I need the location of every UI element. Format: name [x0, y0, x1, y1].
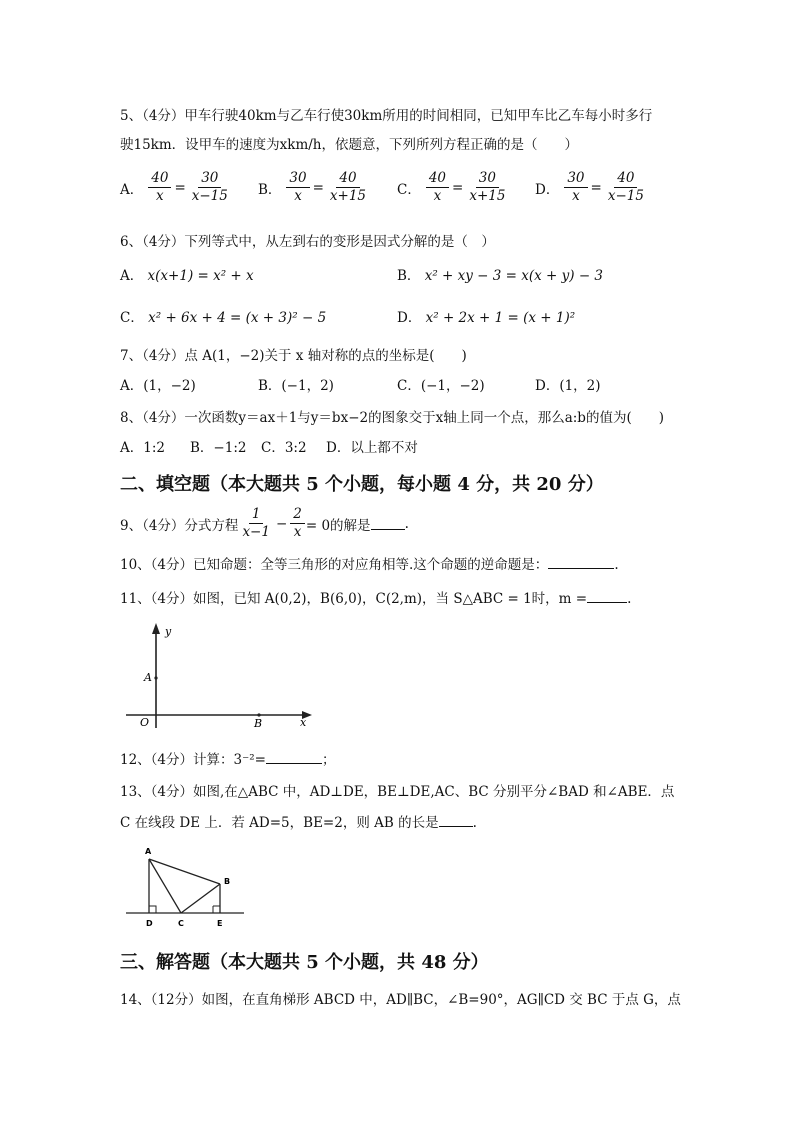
q13-triangle-figure [120, 842, 250, 932]
q6-option-a-text: x(x+1) = x² + x [147, 268, 254, 284]
q5-left-fraction [426, 170, 449, 205]
q9-minus: − [275, 515, 288, 532]
q6-option-c-text: x² + 6x + 4 = (x + 3)² − 5 [148, 310, 327, 326]
q5-right-num: 40 [614, 170, 637, 188]
q5-right-den: x+15 [329, 188, 367, 204]
q13-end: . [472, 815, 477, 831]
q5-option-d[interactable] [535, 170, 648, 205]
q9-fraction-2 [290, 506, 305, 541]
q6-option-b[interactable] [397, 264, 603, 284]
q7-stem: 7、（4分）点 A(1，−2)关于 x 轴对称的点的坐标是( ) [120, 348, 467, 364]
origin-label: O [140, 716, 150, 729]
q11-end: . [627, 591, 632, 607]
q5-right-fraction [189, 170, 231, 205]
q8-option-d[interactable]: D．以上都不对 [326, 440, 418, 456]
q5-right-num: 40 [336, 170, 359, 188]
q5-right-den: x+15 [469, 188, 506, 204]
q5-right-fraction [466, 170, 508, 205]
q5-right-fraction [327, 170, 369, 205]
label-a: A [145, 847, 152, 856]
equals-sign: = [452, 179, 464, 196]
y-axis-label: y [165, 625, 172, 638]
q10 [120, 553, 619, 573]
section-2-heading: 二、填空题（本大题共 5 个小题，每小题 4 分，共 20 分） [120, 474, 604, 495]
q5-stem-line1: 5、（4分）甲车行驶40km与乙车行使30km所用的时间相同，已知甲车比乙车每小时多行 [120, 108, 653, 124]
q5-right-fraction [605, 170, 647, 205]
q14-stem: 14、（12分）如图，在直角梯形 ABCD 中，AD∥BC，∠B=90°，AG∥CD 交 BC 于点 G，点 [120, 992, 681, 1008]
q5-option-label: C． [397, 181, 421, 198]
q8-option-c[interactable]: C．3:2 [261, 440, 307, 456]
q8-option-a[interactable]: A．1:2 [120, 440, 165, 456]
q9-frac1-den: x−1 [242, 524, 270, 540]
q13-line1: 13、（4分）如图,在△ABC 中，AD⊥DE，BE⊥DE,AC、BC 分别平分∠BAD 和∠ABE．点 [120, 784, 675, 800]
q6-option-a[interactable] [120, 264, 254, 284]
q5-right-den: x−15 [191, 188, 228, 204]
q5-left-den: x [433, 188, 442, 204]
equals-sign: = [174, 179, 186, 196]
y-axis-arrow-icon [152, 623, 160, 634]
q13-answer-blank[interactable] [439, 814, 473, 827]
equals-sign: = [590, 179, 602, 196]
q5-option-a[interactable] [120, 170, 232, 205]
segment-ab [149, 859, 220, 884]
equals-sign: = [312, 179, 324, 196]
q9 [120, 506, 409, 541]
q9-fraction-1 [239, 506, 273, 541]
point-a-label: A [144, 671, 152, 684]
q8-option-b[interactable]: B．−1:2 [190, 440, 247, 456]
q12 [120, 748, 335, 768]
q6-option-b-label: B． [397, 268, 421, 284]
q9-suffix: = 0的解是 [305, 517, 371, 534]
q7-option-d[interactable]: D．(1，2) [535, 378, 601, 394]
q5-left-fraction [148, 170, 171, 205]
q5-left-den: x [156, 188, 164, 204]
q6-option-d-text: x² + 2x + 1 = (x + 1)² [425, 310, 576, 326]
q5-left-den: x [294, 188, 302, 204]
q6-option-c-label: C． [120, 310, 144, 326]
label-c: C [178, 919, 184, 928]
q6-option-a-label: A． [120, 268, 144, 284]
q9-frac2-num: 2 [290, 506, 305, 524]
q5-option-label: D． [535, 181, 560, 198]
q7-option-b[interactable]: B．(−1，2) [258, 378, 334, 394]
label-b: B [224, 877, 231, 886]
q6-option-c[interactable] [120, 306, 326, 326]
right-angle-d-icon [149, 906, 156, 913]
q5-option-label: B． [258, 181, 282, 198]
q11-text: 11、（4分）如图，已知 A(0,2)，B(6,0)，C(2,m)，当 S△ABC = 1时，m = [120, 591, 588, 607]
q10-end: . [614, 557, 619, 573]
label-d: D [146, 919, 153, 928]
q5-stem-line2: 驶15km．设甲车的速度为xkm/h，依题意，下列所列方程正确的是（ ） [120, 137, 578, 153]
q12-text: 12、（4分）计算：3⁻²= [120, 752, 266, 768]
q9-prefix: 9、（4分）分式方程 [120, 517, 239, 534]
q5-option-b[interactable] [258, 170, 370, 205]
q7-option-a[interactable]: A．(1，−2) [120, 378, 196, 394]
q5-right-num: 30 [198, 170, 221, 188]
q11-coordinate-figure [120, 618, 320, 730]
q5-option-label: A． [120, 181, 144, 198]
q10-text: 10、（4分）已知命题：全等三角形的对应角相等.这个命题的逆命题是： [120, 557, 549, 573]
q9-end: . [404, 515, 409, 532]
q12-end: ； [321, 752, 336, 768]
q5-right-num: 30 [476, 170, 499, 188]
q8-stem: 8、（4分）一次函数y＝ax＋1与y＝bx−2的图象交于x轴上同一个点，那么a:b的值为( ) [120, 410, 664, 426]
q6-option-b-text: x² + xy − 3 = x(x + y) − 3 [424, 268, 604, 284]
q5-option-c[interactable] [397, 170, 509, 205]
q11 [120, 587, 631, 607]
q12-answer-blank[interactable] [266, 751, 322, 764]
label-e: E [217, 919, 223, 928]
q13-line2-text: C 在线段 DE 上．若 AD=5，BE=2，则 AB 的长是 [120, 815, 439, 831]
q7-option-c[interactable]: C．(−1，−2) [397, 378, 485, 394]
q5-left-num: 40 [148, 170, 171, 188]
segment-ac [149, 859, 181, 913]
q5-right-den: x−15 [607, 188, 644, 204]
q5-left-den: x [572, 188, 580, 204]
q5-left-fraction [564, 170, 587, 205]
q11-answer-blank[interactable] [587, 590, 627, 603]
q9-frac1-num: 1 [249, 506, 264, 524]
point-b-label: B [254, 717, 263, 730]
segment-bc [181, 884, 220, 913]
q9-answer-blank[interactable] [371, 517, 405, 530]
x-axis-label: x [300, 716, 307, 729]
q5-left-num: 30 [564, 170, 587, 188]
q6-option-d[interactable] [397, 306, 575, 326]
q9-frac2-den: x [293, 524, 302, 540]
section-3-heading: 三、解答题（本大题共 5 个小题，共 48 分） [120, 952, 489, 973]
q13-line2 [120, 811, 477, 831]
q6-stem: 6、（4分）下列等式中，从左到右的变形是因式分解的是（ ） [120, 234, 495, 250]
q5-left-num: 30 [286, 170, 309, 188]
q6-option-d-label: D． [397, 310, 422, 326]
q10-answer-blank[interactable] [548, 556, 614, 569]
q5-left-fraction [286, 170, 309, 205]
q5-left-num: 40 [426, 170, 449, 188]
point-a [154, 676, 157, 679]
